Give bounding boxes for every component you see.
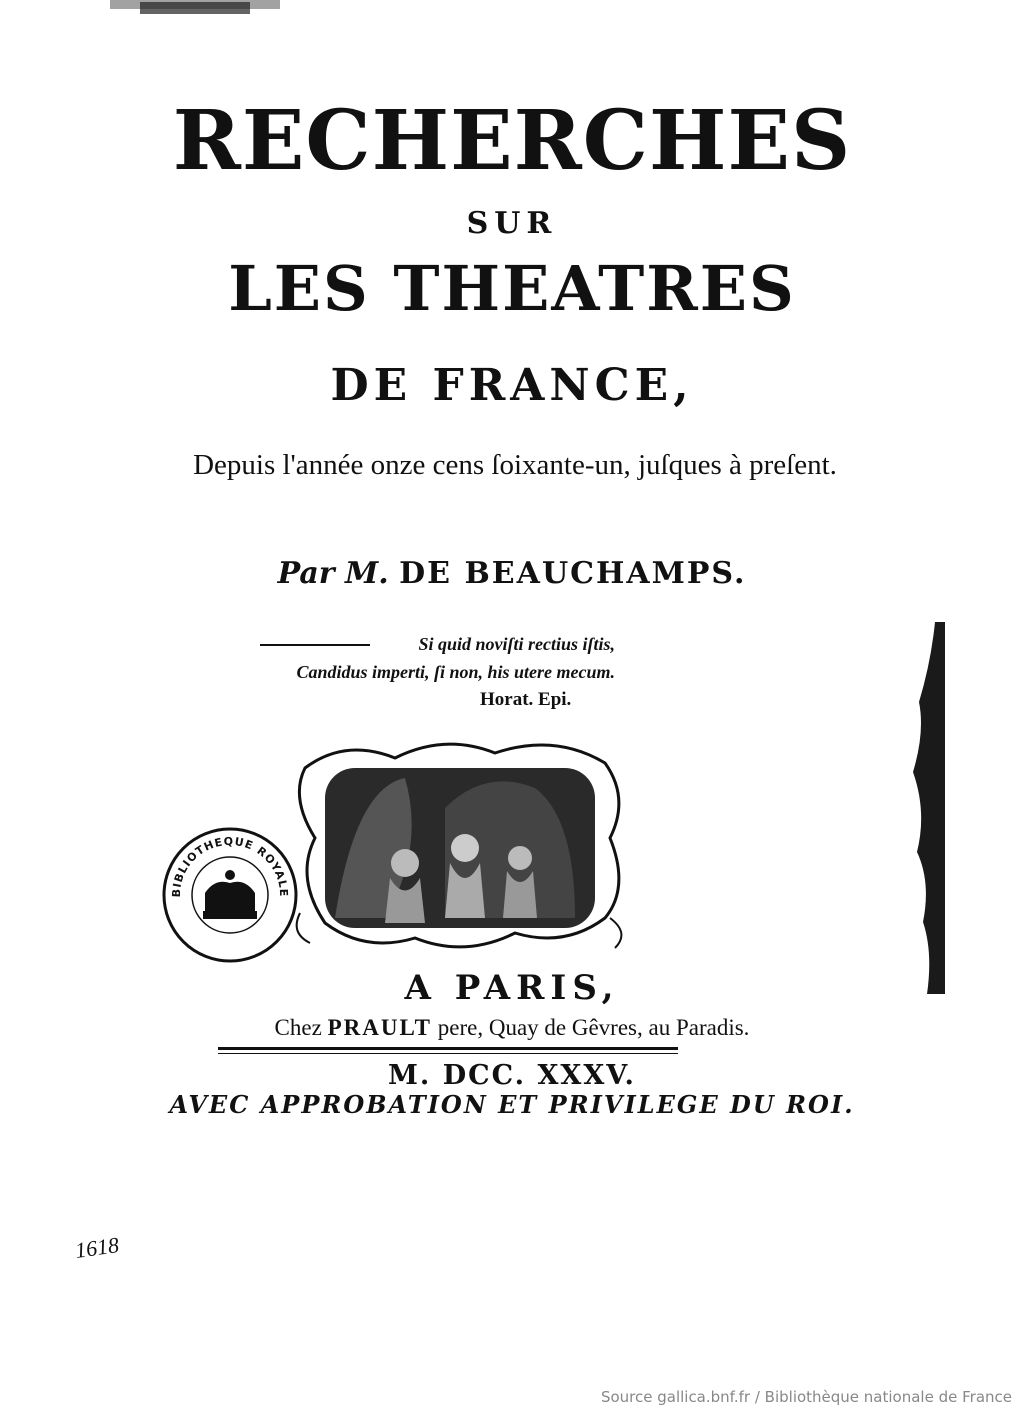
- imprint-year: M. DCC. XXXV.: [388, 1060, 636, 1091]
- handwritten-shelfmark: 1618: [73, 1232, 121, 1263]
- engraved-vignette: [285, 728, 635, 963]
- printer-address: pere, Quay de Gêvres, au Paradis.: [437, 1015, 750, 1040]
- page-edge-shadow: [905, 622, 945, 994]
- stamp-text: BIBLIOTHEQUE ROYALE: [169, 834, 291, 898]
- bibliotheque-royale-stamp: [160, 823, 300, 968]
- imprint-rule-thick: [218, 1047, 678, 1050]
- crown-icon: [203, 870, 257, 919]
- printer-name: PRAULT: [327, 1015, 433, 1040]
- epigraph-line-2: Candidus imperti, ſi non, his utere mecum.: [296, 662, 615, 682]
- title-sur: SUR: [466, 206, 558, 241]
- title-theatres: LES THEATRES: [228, 252, 796, 325]
- author-line: [0, 556, 1024, 591]
- imprint-rule-thin: [218, 1053, 678, 1054]
- subtitle: Depuis l'année onze cens ſoixante-un, juſques à preſent.: [193, 449, 837, 481]
- imprint-printer: [0, 1015, 1024, 1041]
- epigraph-line-1: Si quid noviſti rectius iſtis,: [418, 634, 615, 654]
- imprint-place: A PARIS,: [404, 968, 620, 1008]
- title-france: DE FRANCE,: [330, 360, 694, 411]
- printer-prefix: Chez: [274, 1015, 322, 1040]
- title-recherches: RECHERCHES: [172, 93, 852, 189]
- author-name: DE BEAUCHAMPS.: [399, 556, 747, 591]
- source-credit: Source gallica.bnf.fr / Bibliothèque nationale de France: [600, 1388, 1012, 1406]
- author-prefix: Par M.: [277, 556, 389, 591]
- scan-smudge: [110, 0, 280, 16]
- imprint-approbation: AVEC APPROBATION ET PRIVILEGE DU ROI.: [169, 1090, 855, 1119]
- epigraph-source: Horat. Epi.: [480, 689, 572, 710]
